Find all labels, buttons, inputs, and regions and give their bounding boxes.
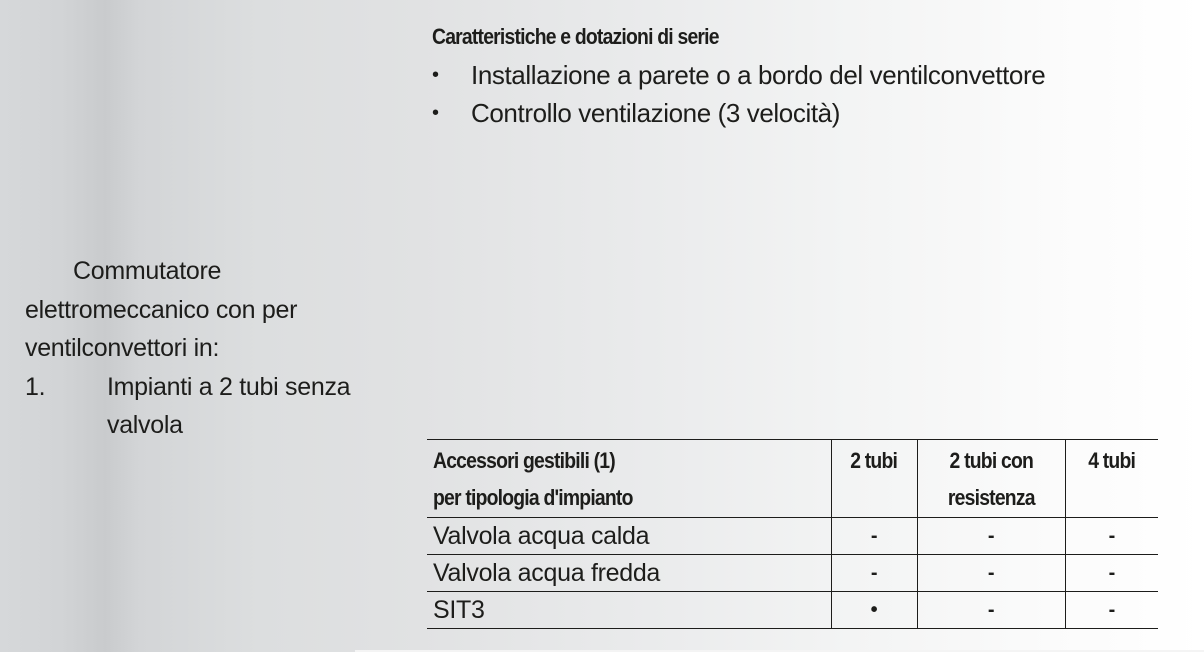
list-item-text: Impianti a 2 tubi senza bbox=[107, 372, 351, 401]
cell-2-tubi-resistenza: - bbox=[917, 555, 1065, 592]
description-line: elettromeccanico con per bbox=[25, 295, 298, 324]
row-label: Valvola acqua calda bbox=[427, 518, 831, 555]
description-line: Commutatore bbox=[73, 257, 222, 285]
table-header-row bbox=[427, 440, 1158, 518]
bullet-icon: • bbox=[432, 102, 439, 124]
feature-item bbox=[432, 56, 1045, 94]
accessories-table bbox=[427, 439, 1158, 629]
cell-2-tubi-resistenza: - bbox=[917, 518, 1065, 555]
list-number: 1. bbox=[25, 372, 46, 401]
header-4-tubi bbox=[1065, 440, 1158, 518]
cell-2-tubi: • bbox=[831, 592, 917, 629]
features-list bbox=[432, 56, 1045, 132]
header-accessories bbox=[427, 440, 831, 518]
features-title: Caratteristiche e dotazioni di serie bbox=[432, 24, 719, 49]
header-text: 2 tubi bbox=[850, 448, 898, 473]
header-text: resistenza bbox=[947, 485, 1035, 510]
row-label: SIT3 bbox=[427, 592, 831, 629]
features-section bbox=[432, 22, 1045, 132]
table-row bbox=[427, 518, 1158, 555]
cell-2-tubi-resistenza: - bbox=[917, 592, 1065, 629]
bullet-icon: • bbox=[432, 64, 439, 86]
header-text: 4 tubi bbox=[1088, 448, 1136, 473]
cell-2-tubi: - bbox=[831, 518, 917, 555]
header-2-tubi-resistenza bbox=[917, 440, 1065, 518]
table-row bbox=[427, 592, 1158, 629]
feature-text: Installazione a parete o a bordo del ventilconvettore bbox=[471, 60, 1046, 90]
cell-4-tubi: - bbox=[1065, 555, 1158, 592]
feature-text: Controllo ventilazione (3 velocità) bbox=[471, 98, 840, 128]
header-text: per tipologia d'impianto bbox=[433, 485, 633, 510]
cell-4-tubi: - bbox=[1065, 518, 1158, 555]
header-text: Accessori gestibili (1) bbox=[433, 448, 615, 473]
header-2-tubi bbox=[831, 440, 917, 518]
cell-2-tubi: - bbox=[831, 555, 917, 592]
table-row bbox=[427, 555, 1158, 592]
feature-item bbox=[432, 94, 1045, 132]
cell-4-tubi: - bbox=[1065, 592, 1158, 629]
list-item-text: valvola bbox=[107, 411, 183, 439]
description-list-item bbox=[25, 368, 405, 445]
product-description bbox=[25, 252, 405, 445]
row-label: Valvola acqua fredda bbox=[427, 555, 831, 592]
description-line: ventilconvettori in: bbox=[25, 334, 220, 362]
header-text: 2 tubi con bbox=[949, 448, 1033, 473]
